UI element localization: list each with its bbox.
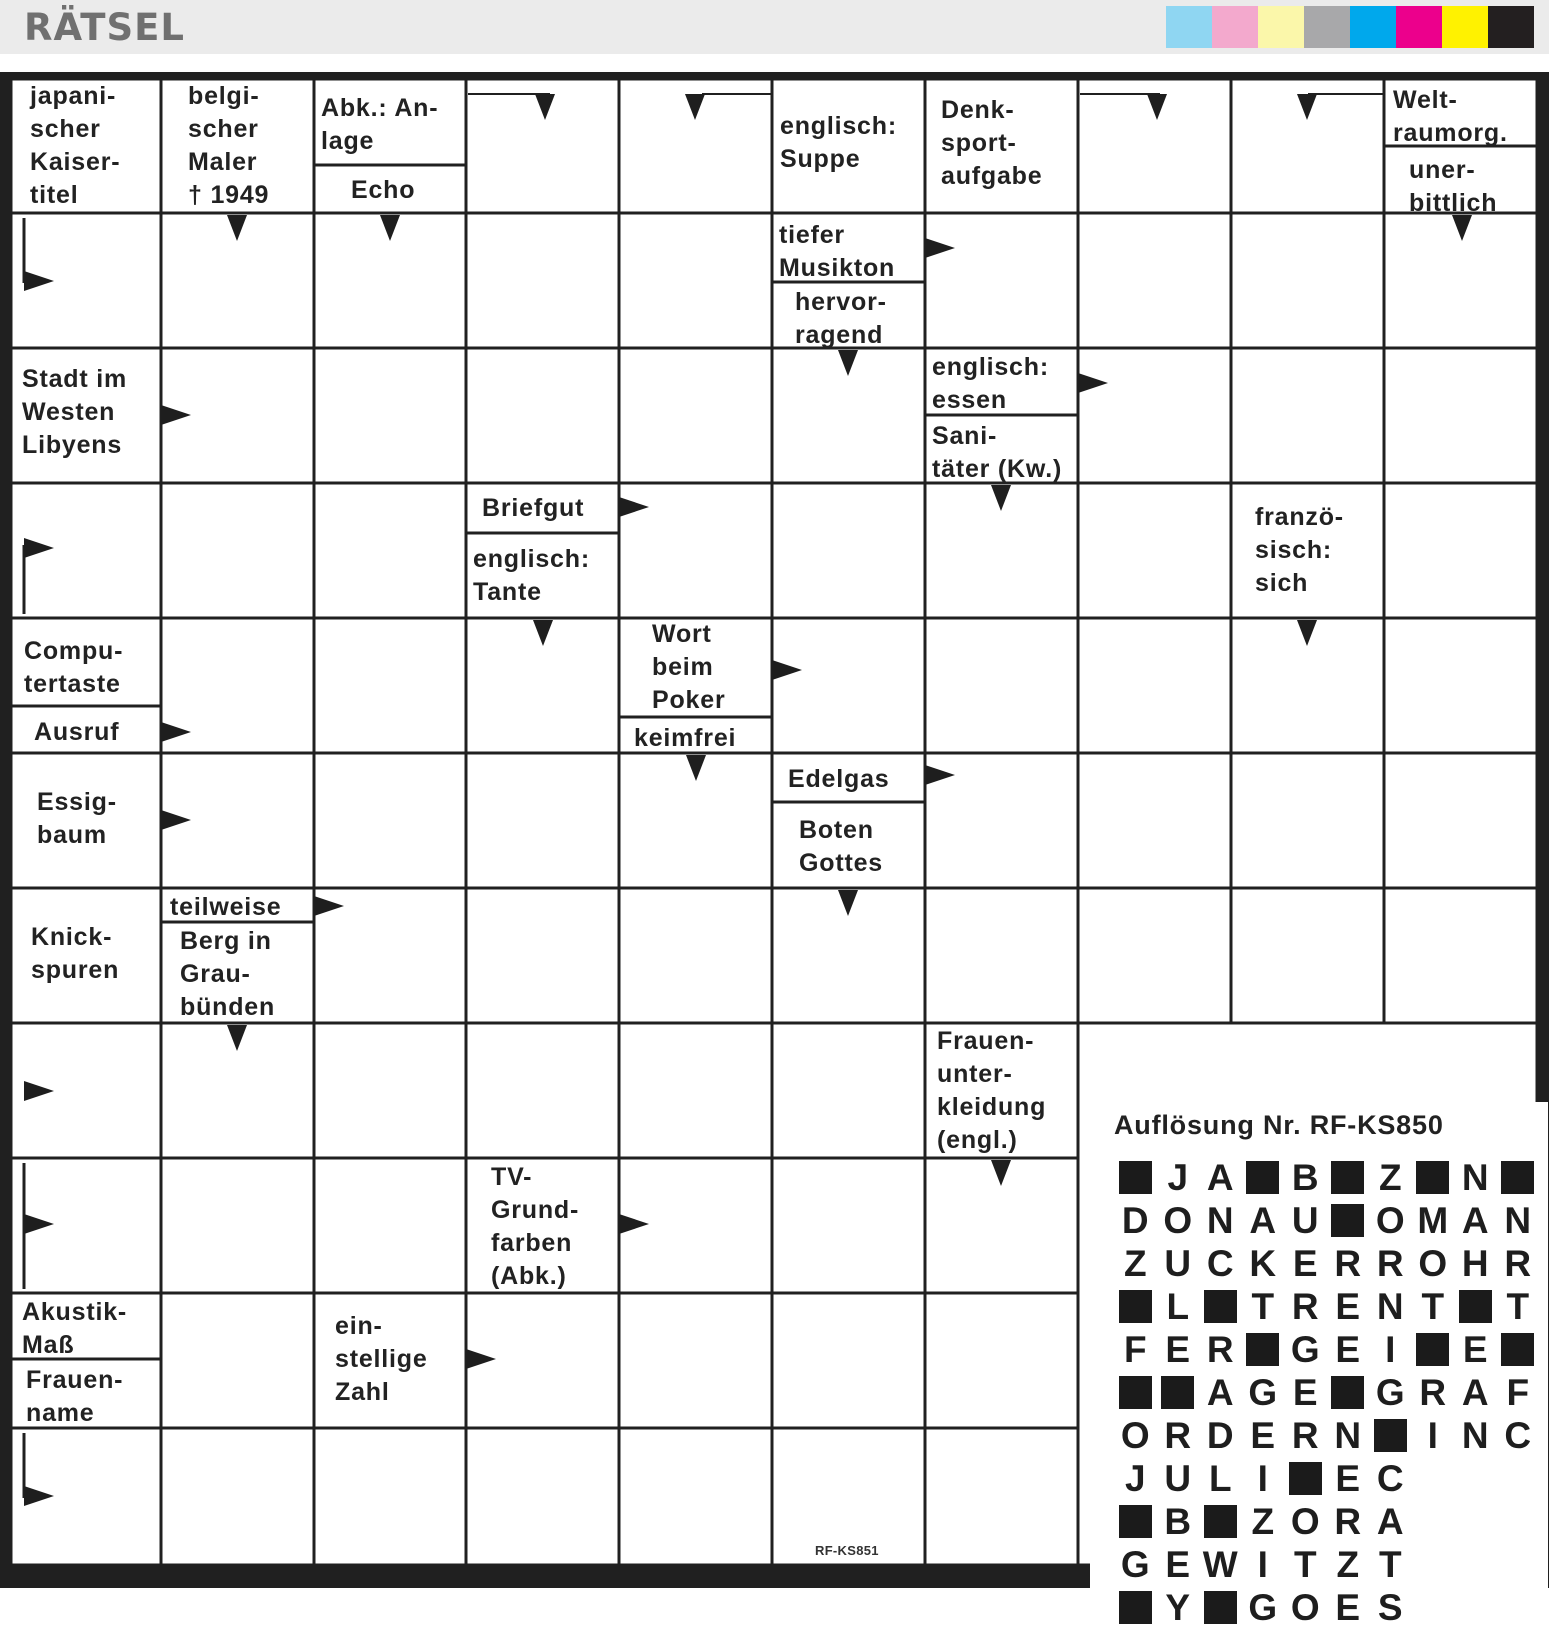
solution-panel — [1090, 1102, 1548, 1642]
solution-letter: N — [1461, 1157, 1489, 1198]
solution-letter: R — [1504, 1243, 1532, 1284]
solution-row — [1114, 1158, 1539, 1198]
solution-letter: A — [1376, 1501, 1404, 1542]
solution-letter: N — [1461, 1415, 1489, 1456]
solution-black-square — [1199, 1588, 1242, 1628]
arrow-right-icon — [619, 497, 649, 517]
clue-r5c5b: Boten Gottes — [799, 816, 883, 877]
clue-r5c5a: Edelgas — [788, 765, 890, 793]
arrow-right-icon — [24, 1486, 54, 1506]
solution-black-square — [1199, 1502, 1242, 1542]
color-swatch — [1442, 6, 1488, 48]
solution-letter: T — [1421, 1286, 1445, 1327]
solution-letter: E — [1292, 1243, 1318, 1284]
solution-letter: G — [1375, 1372, 1405, 1413]
clue-r0c0: japani- scher Kaiser- titel — [30, 82, 121, 209]
solution-row — [1114, 1330, 1539, 1370]
clue-r2c6b: Sani- täter (Kw.) — [932, 422, 1063, 483]
solution-letter: I — [1385, 1329, 1396, 1370]
solution-letter: T — [1378, 1544, 1402, 1585]
solution-letter: J — [1167, 1157, 1189, 1198]
solution-letter: F — [1506, 1372, 1530, 1413]
clue-r0c5: englisch: Suppe — [780, 112, 897, 173]
arrow-down-icon — [685, 94, 705, 120]
color-swatch — [1350, 6, 1396, 48]
clue-r9c0a: Akustik- Maß — [22, 1298, 128, 1359]
solution-letter: E — [1292, 1372, 1318, 1413]
arrow-down-icon — [991, 1160, 1011, 1186]
solution-letter: R — [1291, 1286, 1319, 1327]
solution-letter: R — [1164, 1415, 1192, 1456]
color-swatch — [1396, 6, 1442, 48]
solution-row — [1114, 1287, 1539, 1327]
solution-letter: G — [1290, 1329, 1320, 1370]
arrow-right-icon — [161, 405, 191, 425]
clue-r9c0b: Frauen- name — [26, 1366, 124, 1427]
arrow-down-icon — [838, 350, 858, 376]
arrow-right-icon — [161, 810, 191, 830]
solution-letter: N — [1376, 1286, 1404, 1327]
clue-r9c2: ein- stellige Zahl — [335, 1312, 428, 1406]
arrow-down-icon — [1297, 94, 1317, 120]
clue-r1c5a: tiefer Musikton — [779, 221, 896, 282]
solution-letter: E — [1335, 1329, 1361, 1370]
solution-letter: H — [1461, 1243, 1489, 1284]
solution-letter: C — [1504, 1415, 1532, 1456]
solution-letter: Z — [1336, 1544, 1360, 1585]
solution-letter: Z — [1251, 1501, 1275, 1542]
solution-letter: A — [1461, 1200, 1489, 1241]
solution-letter: O — [1120, 1415, 1150, 1456]
clue-r6c0: Knick- spuren — [31, 923, 120, 984]
arrow-right-icon — [925, 765, 955, 785]
solution-black-square — [1327, 1373, 1370, 1413]
color-swatch — [1258, 6, 1304, 48]
clue-r0c2b: Echo — [351, 176, 416, 204]
solution-black-square — [1114, 1588, 1157, 1628]
arrow-down-icon — [227, 1025, 247, 1051]
clue-r4c4a: Wort beim Poker — [652, 620, 726, 714]
solution-letter: D — [1206, 1415, 1234, 1456]
solution-letter: B — [1164, 1501, 1192, 1542]
arrow-right-icon — [466, 1349, 496, 1369]
solution-letter: O — [1290, 1587, 1320, 1628]
clue-r4c0b: Ausruf — [34, 718, 120, 746]
arrow-right-icon — [161, 722, 191, 742]
color-calibration-strip — [1166, 6, 1534, 48]
clue-r0c6: Denk- sport- aufgabe — [941, 96, 1043, 190]
solution-letter: K — [1249, 1243, 1277, 1284]
solution-black-square — [1497, 1158, 1540, 1198]
solution-letter: U — [1291, 1200, 1319, 1241]
arrow-right-icon — [314, 896, 344, 916]
clue-r1c5b: hervor- ragend — [795, 288, 887, 349]
solution-letter: N — [1206, 1200, 1234, 1241]
crossword-grid — [10, 78, 1538, 1628]
solution-letter: A — [1461, 1372, 1489, 1413]
solution-row — [1114, 1244, 1539, 1284]
clue-r4c0a: Compu- tertaste — [24, 637, 124, 698]
arrow-down-icon — [535, 94, 555, 120]
solution-letter: T — [1251, 1286, 1275, 1327]
solution-row — [1114, 1545, 1412, 1585]
solution-letter: E — [1335, 1587, 1361, 1628]
solution-letter: G — [1248, 1587, 1278, 1628]
arrow-right-icon — [24, 538, 54, 558]
solution-letter: T — [1293, 1544, 1317, 1585]
solution-letter: W — [1202, 1544, 1238, 1585]
solution-letter: E — [1462, 1329, 1488, 1370]
solution-letter: G — [1248, 1372, 1278, 1413]
arrow-right-icon — [1078, 373, 1108, 393]
color-swatch — [1166, 6, 1212, 48]
arrow-right-icon — [24, 1214, 54, 1234]
page-title: RÄTSEL — [24, 6, 185, 49]
arrow-right-icon — [925, 238, 955, 258]
solution-black-square — [1157, 1373, 1200, 1413]
solution-letter: M — [1417, 1200, 1449, 1241]
clue-r2c0: Stadt im Westen Libyens — [22, 365, 128, 459]
solution-letter: E — [1250, 1415, 1276, 1456]
solution-letter: R — [1419, 1372, 1447, 1413]
solution-letter: O — [1375, 1200, 1405, 1241]
clue-r6c1b: Berg in Grau- bünden — [180, 927, 276, 1021]
solution-letter: E — [1335, 1286, 1361, 1327]
arrow-right-icon — [772, 660, 802, 680]
clue-r7c6: Frauen- unter- kleidung (engl.) — [937, 1027, 1047, 1154]
clue-r0c1: belgi- scher Maler † 1949 — [188, 82, 270, 209]
color-swatch — [1212, 6, 1258, 48]
solution-row — [1114, 1416, 1539, 1456]
solution-letter: E — [1335, 1458, 1361, 1499]
solution-black-square — [1114, 1373, 1157, 1413]
solution-letter: R — [1376, 1243, 1404, 1284]
solution-letter: A — [1206, 1372, 1234, 1413]
solution-black-square — [1199, 1287, 1242, 1327]
solution-letter: I — [1257, 1544, 1268, 1585]
solution-black-square — [1242, 1330, 1285, 1370]
solution-letter: E — [1165, 1329, 1191, 1370]
solution-row — [1114, 1502, 1412, 1542]
arrow-down-icon — [686, 755, 706, 781]
solution-black-square — [1284, 1459, 1327, 1499]
clue-r0c2a: Abk.: An- lage — [321, 94, 439, 155]
solution-black-square — [1114, 1502, 1157, 1542]
solution-title: Auflösung Nr. RF-KS850 — [1114, 1110, 1444, 1140]
solution-letter: Y — [1165, 1587, 1191, 1628]
solution-black-square — [1114, 1158, 1157, 1198]
color-swatch — [1488, 6, 1534, 48]
arrow-down-icon — [838, 890, 858, 916]
solution-row — [1114, 1459, 1412, 1499]
header-bar — [0, 0, 1549, 54]
arrow-down-icon — [533, 620, 553, 646]
solution-letter: L — [1208, 1458, 1232, 1499]
solution-letter: C — [1376, 1458, 1404, 1499]
solution-letter: O — [1290, 1501, 1320, 1542]
solution-letter: D — [1121, 1200, 1149, 1241]
solution-letter: R — [1334, 1501, 1362, 1542]
clue-r3c3a: Briefgut — [482, 494, 585, 522]
solution-black-square — [1327, 1158, 1370, 1198]
color-swatch — [1304, 6, 1350, 48]
solution-letter: I — [1257, 1458, 1268, 1499]
solution-letter: G — [1120, 1544, 1150, 1585]
solution-letter: A — [1249, 1200, 1277, 1241]
clue-r2c6a: englisch: essen — [932, 353, 1049, 414]
solution-letter: J — [1124, 1458, 1146, 1499]
arrow-down-icon — [380, 215, 400, 241]
solution-black-square — [1327, 1201, 1370, 1241]
arrow-down-icon — [227, 215, 247, 241]
solution-row — [1114, 1588, 1412, 1628]
arrow-right-icon — [24, 1081, 54, 1101]
arrow-down-icon — [1297, 620, 1317, 646]
solution-black-square — [1454, 1287, 1497, 1327]
solution-letter: T — [1506, 1286, 1530, 1327]
solution-row — [1114, 1201, 1539, 1241]
solution-letter: O — [1163, 1200, 1193, 1241]
clue-r0c9a: Welt- raumorg. — [1393, 86, 1508, 147]
solution-row — [1114, 1373, 1539, 1413]
clue-r3c3b: englisch: Tante — [473, 545, 590, 606]
arrow-down-icon — [991, 485, 1011, 511]
solution-letter: C — [1206, 1243, 1234, 1284]
solution-letter: U — [1164, 1243, 1192, 1284]
arrow-right-icon — [24, 271, 54, 291]
solution-letter: E — [1165, 1544, 1191, 1585]
solution-letter: R — [1291, 1415, 1319, 1456]
solution-black-square — [1497, 1330, 1540, 1370]
clue-r5c0: Essig- baum — [37, 788, 117, 849]
solution-letter: R — [1334, 1243, 1362, 1284]
clue-r4c4b: keimfrei — [634, 724, 737, 752]
solution-black-square — [1369, 1416, 1412, 1456]
arrow-right-icon — [619, 1214, 649, 1234]
clue-r6c1a: teilweise — [170, 893, 282, 921]
solution-letter: N — [1504, 1200, 1532, 1241]
solution-letter: N — [1334, 1415, 1362, 1456]
clue-r8c3: TV- Grund- farben (Abk.) — [491, 1163, 580, 1290]
clue-r0c9b: uner- bittlich — [1409, 156, 1498, 217]
solution-black-square — [1114, 1287, 1157, 1327]
arrow-down-icon — [1147, 94, 1167, 120]
clue-r3c8: franzö- sisch: sich — [1255, 503, 1344, 597]
solution-letter: Z — [1123, 1243, 1147, 1284]
solution-letter: Z — [1378, 1157, 1402, 1198]
solution-letter: B — [1291, 1157, 1319, 1198]
solution-black-square — [1412, 1330, 1455, 1370]
solution-letter: L — [1166, 1286, 1190, 1327]
solution-letter: U — [1164, 1458, 1192, 1499]
solution-letter: A — [1206, 1157, 1234, 1198]
solution-letter: R — [1206, 1329, 1234, 1370]
solution-letter: I — [1427, 1415, 1438, 1456]
solution-letter: O — [1418, 1243, 1448, 1284]
puzzle-code: RF-KS851 — [815, 1543, 879, 1558]
solution-black-square — [1242, 1158, 1285, 1198]
solution-letter: F — [1123, 1329, 1147, 1370]
solution-letter: S — [1377, 1587, 1403, 1628]
solution-black-square — [1412, 1158, 1455, 1198]
